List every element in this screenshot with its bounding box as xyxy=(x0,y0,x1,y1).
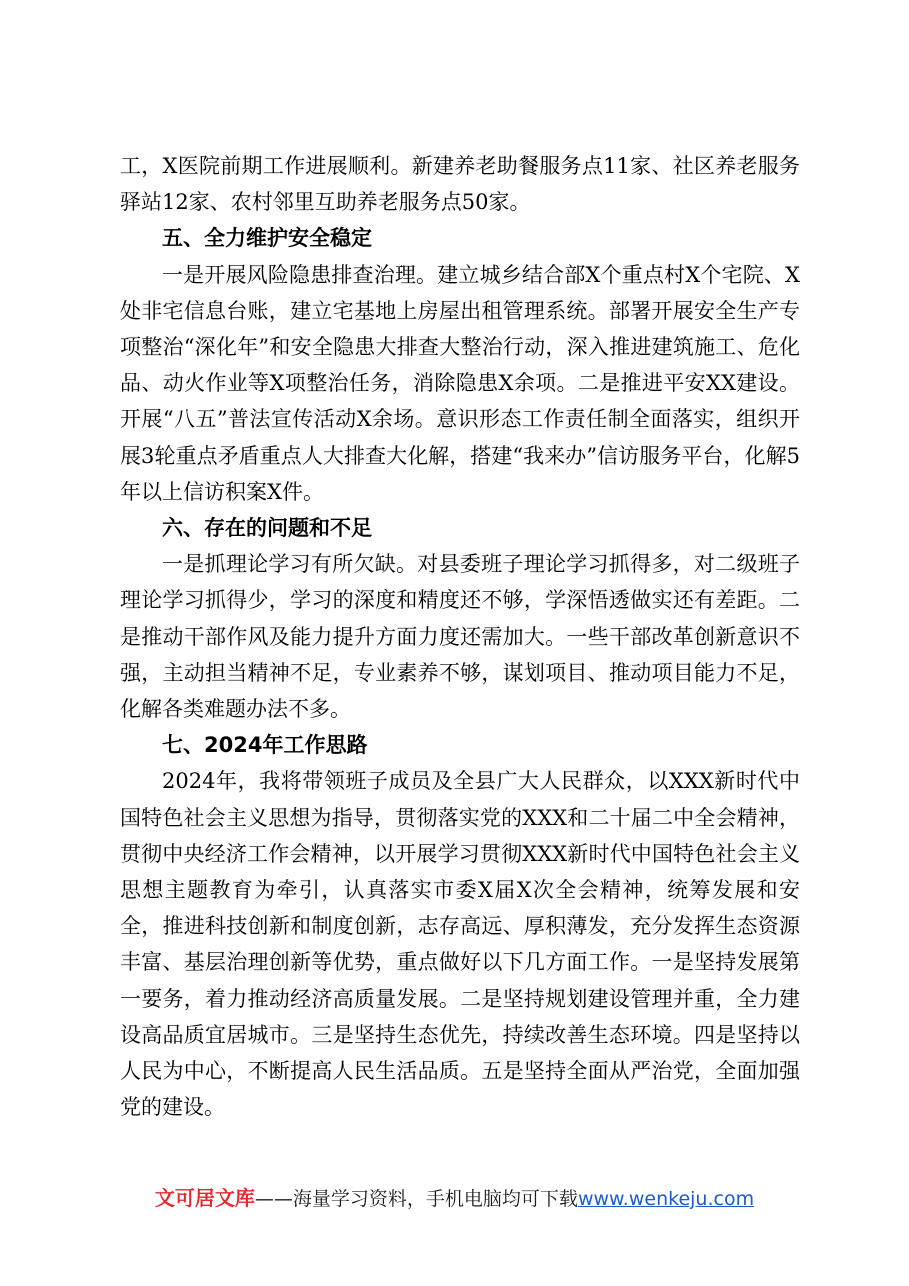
paragraph-2024-plan: 2024年，我将带领班子成员及全县广大人民群众，以XXX新时代中国特色社会主义思想为指导，贯彻落实党的XXX和二十届二中全会精神，贯彻中央经济工作会精神，以开展学习贯彻XXX新时代中国特色社会主义思想主题教育为牵引，认真落实市委X届X次全会精神，统筹发展和安全，推进科技创新和制度创新，志存高远、厚积薄发，充分发挥生态资源丰富、基层治理创新等优势，重点做好以下几方面工作。一是坚持发展第一要务，着力推动经济高质量发展。二是坚持规划建设管理并重，全力建设高品质宜居城市。三是坚持生态优先，持续改善生态环境。四是坚持以人民为中心，不断提高人民生活品质。五是坚持全面从严治党，全面加强党的建设。 xyxy=(120,769,800,1120)
paragraph-safety: 一是开展风险隐患排查治理。建立城乡结合部X个重点村X个宅院、X处非宅信息台账，建立宅基地上房屋出租管理系统。部署开展安全生产专项整治“深化年”和安全隐患大排查大整治行动，深入推进建筑施工、危化品、动火作业等X项整治任务，消除隐患X余项。二是推进平安XX建设。开展“八五”普法宣传活动X余场。意识形态工作责任制全面落实，组织开展3轮重点矛盾重点人大排查大化解，搭建“我来办”信访服务平台，化解5年以上信访积案X件。 xyxy=(120,262,800,504)
footer-tagline: 海量学习资料，手机电脑均可下载 xyxy=(292,1188,578,1210)
document-body xyxy=(120,148,800,1125)
footer-banner xyxy=(0,1182,909,1211)
footer-url-link[interactable]: www.wenkeju.com xyxy=(577,1188,755,1210)
section-heading-safety: 五、全力维护安全稳定 xyxy=(162,226,372,251)
section-heading-2024-plan: 七、2024年工作思路 xyxy=(162,733,368,758)
paragraph-problems: 一是抓理论学习有所欠缺。对县委班子理论学习抓得多，对二级班子理论学习抓得少，学习的深度和精度还不够，学深悟透做实还有差距。二是推动干部作风及能力提升方面力度还需加大。一些干部改革创新意识不强，主动担当精神不足，专业素养不够，谋划项目、推动项目能力不足，化解各类难题办法不多。 xyxy=(120,552,800,722)
footer-brand: 文可居文库 xyxy=(154,1186,255,1210)
section-heading-problems: 六、存在的问题和不足 xyxy=(162,516,372,541)
footer-dash: —— xyxy=(254,1188,293,1210)
paragraph-continuation: 工，X医院前期工作进展顺利。新建养老助餐服务点11家、社区养老服务驿站12家、农村邻里互助养老服务点50家。 xyxy=(120,154,800,215)
